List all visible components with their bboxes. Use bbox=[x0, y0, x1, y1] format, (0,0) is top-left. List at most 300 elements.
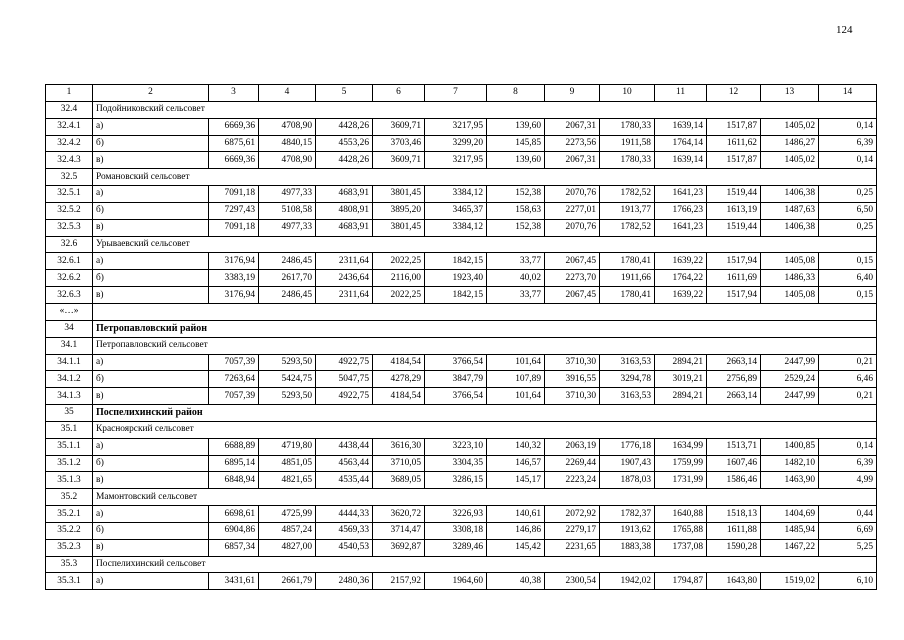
row-variant: в) bbox=[93, 152, 209, 169]
value-cell: 4922,75 bbox=[316, 354, 373, 371]
column-header: 11 bbox=[655, 85, 707, 102]
value-cell: 1517,87 bbox=[707, 118, 761, 135]
row-variant: б) bbox=[93, 455, 209, 472]
value-cell: 1782,52 bbox=[600, 186, 655, 203]
value-cell: 4683,91 bbox=[316, 219, 373, 236]
value-cell: 6848,94 bbox=[209, 472, 259, 489]
page-number: 124 bbox=[836, 24, 853, 36]
value-cell: 2447,99 bbox=[761, 354, 819, 371]
value-cell: 1634,99 bbox=[655, 438, 707, 455]
value-cell: 2067,31 bbox=[545, 118, 600, 135]
value-cell: 1641,23 bbox=[655, 219, 707, 236]
value-cell: 1878,03 bbox=[600, 472, 655, 489]
row-code: 32.6.3 bbox=[46, 287, 93, 304]
value-cell: 1794,87 bbox=[655, 573, 707, 590]
value-cell: 0,14 bbox=[819, 118, 877, 135]
column-header: 12 bbox=[707, 85, 761, 102]
section-code: 35.3 bbox=[46, 556, 93, 573]
value-cell: 5108,58 bbox=[259, 202, 316, 219]
value-cell: 1486,33 bbox=[761, 270, 819, 287]
value-cell: 4851,05 bbox=[259, 455, 316, 472]
value-cell: 7263,64 bbox=[209, 371, 259, 388]
section-row bbox=[46, 169, 877, 186]
section-title: Подойниковский сельсовет bbox=[93, 101, 877, 118]
value-cell: 6875,61 bbox=[209, 135, 259, 152]
value-cell: 3616,30 bbox=[373, 438, 425, 455]
value-cell: 1519,02 bbox=[761, 573, 819, 590]
table-row bbox=[46, 573, 877, 590]
value-cell: 0,25 bbox=[819, 219, 877, 236]
column-header: 1 bbox=[46, 85, 93, 102]
column-header: 14 bbox=[819, 85, 877, 102]
value-cell: 1842,15 bbox=[425, 287, 487, 304]
value-cell: 4725,99 bbox=[259, 506, 316, 523]
value-cell: 3609,71 bbox=[373, 152, 425, 169]
value-cell: 4563,44 bbox=[316, 455, 373, 472]
section-title: Поспелихинский сельсовет bbox=[93, 556, 877, 573]
section-code: 35.2 bbox=[46, 489, 93, 506]
value-cell: 1913,62 bbox=[600, 522, 655, 539]
section-row bbox=[46, 101, 877, 118]
value-cell: 1907,43 bbox=[600, 455, 655, 472]
value-cell: 2157,92 bbox=[373, 573, 425, 590]
row-code: 35.1.2 bbox=[46, 455, 93, 472]
value-cell: 1842,15 bbox=[425, 253, 487, 270]
row-code: 32.5.1 bbox=[46, 186, 93, 203]
value-cell: 2067,45 bbox=[545, 287, 600, 304]
value-cell: 4821,65 bbox=[259, 472, 316, 489]
value-cell: 140,32 bbox=[487, 438, 545, 455]
value-cell: 3163,53 bbox=[600, 388, 655, 405]
value-cell: 2277,01 bbox=[545, 202, 600, 219]
value-cell: 2663,14 bbox=[707, 354, 761, 371]
value-cell: 1641,23 bbox=[655, 186, 707, 203]
value-cell: 0,25 bbox=[819, 186, 877, 203]
section-code: 34 bbox=[46, 320, 93, 337]
section-row bbox=[46, 236, 877, 253]
value-cell: 158,63 bbox=[487, 202, 545, 219]
value-cell: 4535,44 bbox=[316, 472, 373, 489]
row-code: 32.4.1 bbox=[46, 118, 93, 135]
value-cell: 33,77 bbox=[487, 253, 545, 270]
value-cell: 6,39 bbox=[819, 135, 877, 152]
value-cell: 101,64 bbox=[487, 354, 545, 371]
column-header: 2 bbox=[93, 85, 209, 102]
value-cell: 2486,45 bbox=[259, 253, 316, 270]
value-cell: 1611,69 bbox=[707, 270, 761, 287]
table-body bbox=[46, 85, 877, 590]
table-row bbox=[46, 354, 877, 371]
table-row bbox=[46, 438, 877, 455]
value-cell: 1517,94 bbox=[707, 287, 761, 304]
section-title: Урываевский сельсовет bbox=[93, 236, 877, 253]
value-cell: 1590,28 bbox=[707, 539, 761, 556]
value-cell: 7057,39 bbox=[209, 354, 259, 371]
value-cell: 2067,45 bbox=[545, 253, 600, 270]
value-cell: 4977,33 bbox=[259, 219, 316, 236]
value-cell: 1405,02 bbox=[761, 152, 819, 169]
value-cell: 4428,26 bbox=[316, 118, 373, 135]
value-cell: 1780,41 bbox=[600, 253, 655, 270]
value-cell: 5047,75 bbox=[316, 371, 373, 388]
value-cell: 0,14 bbox=[819, 438, 877, 455]
value-cell: 7091,18 bbox=[209, 219, 259, 236]
value-cell: 4708,90 bbox=[259, 118, 316, 135]
column-header: 8 bbox=[487, 85, 545, 102]
table-row bbox=[46, 118, 877, 135]
value-cell: 2663,14 bbox=[707, 388, 761, 405]
value-cell: 3383,19 bbox=[209, 270, 259, 287]
value-cell: 0,44 bbox=[819, 506, 877, 523]
value-cell: 3710,05 bbox=[373, 455, 425, 472]
row-variant: а) bbox=[93, 118, 209, 135]
table-row bbox=[46, 287, 877, 304]
value-cell: 4428,26 bbox=[316, 152, 373, 169]
value-cell: 3710,30 bbox=[545, 388, 600, 405]
value-cell: 6,69 bbox=[819, 522, 877, 539]
value-cell: 1731,99 bbox=[655, 472, 707, 489]
section-title: Романовский сельсовет bbox=[93, 169, 877, 186]
value-cell: 2894,21 bbox=[655, 388, 707, 405]
value-cell: 7297,43 bbox=[209, 202, 259, 219]
table-row bbox=[46, 539, 877, 556]
row-code: 35.1.3 bbox=[46, 472, 93, 489]
table-row bbox=[46, 388, 877, 405]
value-cell: 3801,45 bbox=[373, 219, 425, 236]
value-cell: 6,39 bbox=[819, 455, 877, 472]
value-cell: 6669,36 bbox=[209, 118, 259, 135]
value-cell: 3766,54 bbox=[425, 354, 487, 371]
value-cell: 1405,08 bbox=[761, 253, 819, 270]
value-cell: 1780,41 bbox=[600, 287, 655, 304]
row-variant: б) bbox=[93, 270, 209, 287]
value-cell: 2269,44 bbox=[545, 455, 600, 472]
value-cell: 1639,22 bbox=[655, 287, 707, 304]
value-cell: 145,85 bbox=[487, 135, 545, 152]
column-header: 7 bbox=[425, 85, 487, 102]
value-cell: 3299,20 bbox=[425, 135, 487, 152]
row-variant: в) bbox=[93, 388, 209, 405]
row-code: 32.4.3 bbox=[46, 152, 93, 169]
value-cell: 7057,39 bbox=[209, 388, 259, 405]
value-cell: 2063,19 bbox=[545, 438, 600, 455]
value-cell: 3176,94 bbox=[209, 287, 259, 304]
value-cell: 1913,77 bbox=[600, 202, 655, 219]
row-variant: а) bbox=[93, 253, 209, 270]
row-variant: в) bbox=[93, 219, 209, 236]
value-cell: 2486,45 bbox=[259, 287, 316, 304]
value-cell: 40,38 bbox=[487, 573, 545, 590]
row-code: 35.1.1 bbox=[46, 438, 93, 455]
value-cell: 3176,94 bbox=[209, 253, 259, 270]
empty-cell bbox=[93, 303, 877, 320]
value-cell: 1518,13 bbox=[707, 506, 761, 523]
section-code: 35 bbox=[46, 405, 93, 422]
value-cell: 1486,27 bbox=[761, 135, 819, 152]
row-code: 34.1.2 bbox=[46, 371, 93, 388]
value-cell: 1759,99 bbox=[655, 455, 707, 472]
row-code: 35.3.1 bbox=[46, 573, 93, 590]
value-cell: 2022,25 bbox=[373, 253, 425, 270]
value-cell: 2273,56 bbox=[545, 135, 600, 152]
row-variant: а) bbox=[93, 506, 209, 523]
value-cell: 4278,29 bbox=[373, 371, 425, 388]
value-cell: 4827,00 bbox=[259, 539, 316, 556]
value-cell: 2231,65 bbox=[545, 539, 600, 556]
value-cell: 4719,80 bbox=[259, 438, 316, 455]
column-header: 3 bbox=[209, 85, 259, 102]
value-cell: 1964,60 bbox=[425, 573, 487, 590]
row-variant: а) bbox=[93, 438, 209, 455]
value-cell: 1766,23 bbox=[655, 202, 707, 219]
section-code: 35.1 bbox=[46, 421, 93, 438]
value-cell: 2617,70 bbox=[259, 270, 316, 287]
table-row bbox=[46, 219, 877, 236]
row-code: 32.5.2 bbox=[46, 202, 93, 219]
row-code: 32.4.2 bbox=[46, 135, 93, 152]
value-cell: 1467,22 bbox=[761, 539, 819, 556]
value-cell: 2436,64 bbox=[316, 270, 373, 287]
value-cell: 3766,54 bbox=[425, 388, 487, 405]
section-row bbox=[46, 421, 877, 438]
column-header: 5 bbox=[316, 85, 373, 102]
section-code: 32.5 bbox=[46, 169, 93, 186]
row-code: 34.1.1 bbox=[46, 354, 93, 371]
value-cell: 3895,20 bbox=[373, 202, 425, 219]
value-cell: 1643,80 bbox=[707, 573, 761, 590]
value-cell: 3609,71 bbox=[373, 118, 425, 135]
value-cell: 5424,75 bbox=[259, 371, 316, 388]
value-cell: 5,25 bbox=[819, 539, 877, 556]
value-cell: 1780,33 bbox=[600, 152, 655, 169]
value-cell: 3916,55 bbox=[545, 371, 600, 388]
value-cell: 4553,26 bbox=[316, 135, 373, 152]
value-cell: 2480,36 bbox=[316, 573, 373, 590]
value-cell: 145,42 bbox=[487, 539, 545, 556]
value-cell: 1764,14 bbox=[655, 135, 707, 152]
value-cell: 4444,33 bbox=[316, 506, 373, 523]
value-cell: 1607,46 bbox=[707, 455, 761, 472]
value-cell: 139,60 bbox=[487, 118, 545, 135]
value-cell: 152,38 bbox=[487, 219, 545, 236]
value-cell: 7091,18 bbox=[209, 186, 259, 203]
value-cell: 2273,70 bbox=[545, 270, 600, 287]
value-cell: 40,02 bbox=[487, 270, 545, 287]
value-cell: 2661,79 bbox=[259, 573, 316, 590]
value-cell: 2072,92 bbox=[545, 506, 600, 523]
value-cell: 4708,90 bbox=[259, 152, 316, 169]
value-cell: 1487,63 bbox=[761, 202, 819, 219]
section-code: 34.1 bbox=[46, 337, 93, 354]
value-cell: 4569,33 bbox=[316, 522, 373, 539]
section-title: Петропавловский район bbox=[93, 320, 877, 337]
section-row bbox=[46, 556, 877, 573]
value-cell: 1942,02 bbox=[600, 573, 655, 590]
value-cell: 1782,37 bbox=[600, 506, 655, 523]
row-variant: б) bbox=[93, 522, 209, 539]
value-cell: 4808,91 bbox=[316, 202, 373, 219]
section-title: Мамонтовский сельсовет bbox=[93, 489, 877, 506]
value-cell: 1911,66 bbox=[600, 270, 655, 287]
section-title: Поспелихинский район bbox=[93, 405, 877, 422]
value-cell: 4857,24 bbox=[259, 522, 316, 539]
value-cell: 3217,95 bbox=[425, 152, 487, 169]
value-cell: 107,89 bbox=[487, 371, 545, 388]
value-cell: 3384,12 bbox=[425, 219, 487, 236]
value-cell: 2022,25 bbox=[373, 287, 425, 304]
value-cell: 1517,87 bbox=[707, 152, 761, 169]
column-header: 6 bbox=[373, 85, 425, 102]
row-variant: в) bbox=[93, 539, 209, 556]
value-cell: 3286,15 bbox=[425, 472, 487, 489]
value-cell: 101,64 bbox=[487, 388, 545, 405]
value-cell: 4184,54 bbox=[373, 354, 425, 371]
value-cell: 6,40 bbox=[819, 270, 877, 287]
value-cell: 3294,78 bbox=[600, 371, 655, 388]
value-cell: 3163,53 bbox=[600, 354, 655, 371]
value-cell: 3289,46 bbox=[425, 539, 487, 556]
table-row bbox=[46, 253, 877, 270]
value-cell: 146,86 bbox=[487, 522, 545, 539]
row-code: 32.6.1 bbox=[46, 253, 93, 270]
value-cell: 2756,89 bbox=[707, 371, 761, 388]
value-cell: 2223,24 bbox=[545, 472, 600, 489]
value-cell: 2311,64 bbox=[316, 253, 373, 270]
value-cell: 2116,00 bbox=[373, 270, 425, 287]
value-cell: 2447,99 bbox=[761, 388, 819, 405]
table-row bbox=[46, 506, 877, 523]
section-title: Красноярский сельсовет bbox=[93, 421, 877, 438]
section-code: 32.6 bbox=[46, 236, 93, 253]
row-variant: в) bbox=[93, 472, 209, 489]
value-cell: 3703,46 bbox=[373, 135, 425, 152]
section-code: 32.4 bbox=[46, 101, 93, 118]
value-cell: 4977,33 bbox=[259, 186, 316, 203]
value-cell: 1613,19 bbox=[707, 202, 761, 219]
table-row bbox=[46, 270, 877, 287]
value-cell: 2300,54 bbox=[545, 573, 600, 590]
row-variant: б) bbox=[93, 135, 209, 152]
value-cell: 4840,15 bbox=[259, 135, 316, 152]
value-cell: 3847,79 bbox=[425, 371, 487, 388]
value-cell: 0,14 bbox=[819, 152, 877, 169]
value-cell: 1737,08 bbox=[655, 539, 707, 556]
value-cell: 6688,89 bbox=[209, 438, 259, 455]
value-cell: 3801,45 bbox=[373, 186, 425, 203]
table-row bbox=[46, 371, 877, 388]
row-variant: в) bbox=[93, 287, 209, 304]
value-cell: 1639,14 bbox=[655, 152, 707, 169]
value-cell: 1911,58 bbox=[600, 135, 655, 152]
value-cell: 3692,87 bbox=[373, 539, 425, 556]
gap-row bbox=[46, 303, 877, 320]
section-row bbox=[46, 489, 877, 506]
value-cell: 1782,52 bbox=[600, 219, 655, 236]
value-cell: 6904,86 bbox=[209, 522, 259, 539]
value-cell: 3226,93 bbox=[425, 506, 487, 523]
value-cell: 0,15 bbox=[819, 253, 877, 270]
value-cell: 1519,44 bbox=[707, 219, 761, 236]
value-cell: 3384,12 bbox=[425, 186, 487, 203]
value-cell: 6,46 bbox=[819, 371, 877, 388]
section-row bbox=[46, 337, 877, 354]
row-code: 34.1.3 bbox=[46, 388, 93, 405]
value-cell: 3308,18 bbox=[425, 522, 487, 539]
value-cell: 2894,21 bbox=[655, 354, 707, 371]
value-cell: 3710,30 bbox=[545, 354, 600, 371]
value-cell: 33,77 bbox=[487, 287, 545, 304]
value-cell: 1485,94 bbox=[761, 522, 819, 539]
value-cell: 1513,71 bbox=[707, 438, 761, 455]
column-header: 10 bbox=[600, 85, 655, 102]
value-cell: 1765,88 bbox=[655, 522, 707, 539]
value-cell: 3714,47 bbox=[373, 522, 425, 539]
value-cell: 3019,21 bbox=[655, 371, 707, 388]
value-cell: 1406,38 bbox=[761, 186, 819, 203]
value-cell: 6,10 bbox=[819, 573, 877, 590]
row-code: 32.6.2 bbox=[46, 270, 93, 287]
value-cell: 1400,85 bbox=[761, 438, 819, 455]
value-cell: 4540,53 bbox=[316, 539, 373, 556]
value-cell: 4922,75 bbox=[316, 388, 373, 405]
value-cell: 1611,88 bbox=[707, 522, 761, 539]
value-cell: 139,60 bbox=[487, 152, 545, 169]
value-cell: 3431,61 bbox=[209, 573, 259, 590]
value-cell: 1482,10 bbox=[761, 455, 819, 472]
row-code: 35.2.2 bbox=[46, 522, 93, 539]
table-row bbox=[46, 455, 877, 472]
table-row bbox=[46, 522, 877, 539]
table-row bbox=[46, 135, 877, 152]
row-variant: а) bbox=[93, 573, 209, 590]
row-variant: а) bbox=[93, 354, 209, 371]
row-code: 35.2.3 bbox=[46, 539, 93, 556]
section-row bbox=[46, 405, 877, 422]
value-cell: 152,38 bbox=[487, 186, 545, 203]
value-cell: 4,99 bbox=[819, 472, 877, 489]
section-title: Петропавловский сельсовет bbox=[93, 337, 877, 354]
value-cell: 140,61 bbox=[487, 506, 545, 523]
value-cell: 145,17 bbox=[487, 472, 545, 489]
value-cell: 6857,34 bbox=[209, 539, 259, 556]
row-variant: б) bbox=[93, 371, 209, 388]
section-row bbox=[46, 320, 877, 337]
value-cell: 1517,94 bbox=[707, 253, 761, 270]
value-cell: 6698,61 bbox=[209, 506, 259, 523]
value-cell: 2070,76 bbox=[545, 186, 600, 203]
value-cell: 1519,44 bbox=[707, 186, 761, 203]
value-cell: 3304,35 bbox=[425, 455, 487, 472]
value-cell: 1405,02 bbox=[761, 118, 819, 135]
value-cell: 0,21 bbox=[819, 388, 877, 405]
value-cell: 0,21 bbox=[819, 354, 877, 371]
value-cell: 3689,05 bbox=[373, 472, 425, 489]
value-cell: 2529,24 bbox=[761, 371, 819, 388]
value-cell: 1780,33 bbox=[600, 118, 655, 135]
row-variant: б) bbox=[93, 202, 209, 219]
data-table bbox=[45, 84, 877, 590]
value-cell: 2311,64 bbox=[316, 287, 373, 304]
value-cell: 146,57 bbox=[487, 455, 545, 472]
value-cell: 1406,38 bbox=[761, 219, 819, 236]
value-cell: 1586,46 bbox=[707, 472, 761, 489]
value-cell: 1639,14 bbox=[655, 118, 707, 135]
column-header: 9 bbox=[545, 85, 600, 102]
value-cell: 1611,62 bbox=[707, 135, 761, 152]
table-row bbox=[46, 202, 877, 219]
value-cell: 4683,91 bbox=[316, 186, 373, 203]
value-cell: 3620,72 bbox=[373, 506, 425, 523]
